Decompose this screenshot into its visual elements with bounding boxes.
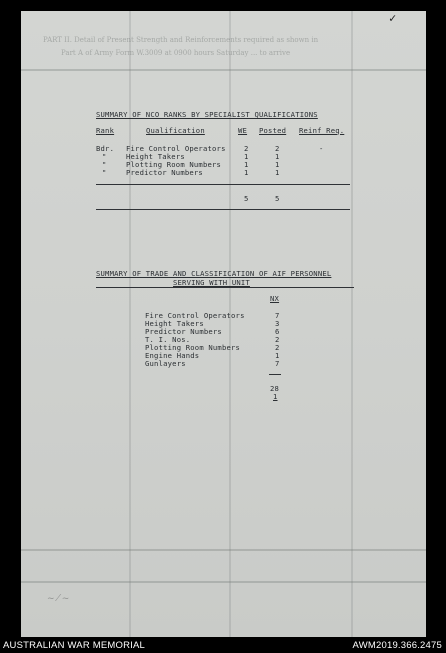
row-posted: 1 [275,168,280,177]
section2-title-line-1: SUMMARY OF TRADE AND CLASSIFICATION OF AIF PERSONNEL [96,269,332,278]
header-qualification: Qualification [146,126,205,135]
row-qualification: Height Takers [126,152,185,161]
trade-count: 7 [275,359,280,368]
row-we: 2 [244,144,249,153]
trade-name: T. I. Nos. [145,335,191,344]
row-posted: 1 [275,152,280,161]
fold-crease [351,11,353,637]
header-we: WE [238,126,248,135]
fold-crease [21,69,426,71]
section2-title-line-2: SERVING WITH UNIT [173,278,250,287]
trade-count: 6 [275,327,280,336]
row-posted: 1 [275,160,280,169]
header-posted: Posted [259,126,287,135]
footer-accession-number: AWM2019.366.2475 [352,640,442,651]
row-posted: 2 [275,144,280,153]
trade-count: 7 [275,311,280,320]
trade-total: 28 [270,384,280,393]
trade-name: Engine Hands [145,351,200,360]
section2-title-rule [96,287,354,288]
total-we: 5 [244,194,249,203]
trade-name: Fire Control Operators [145,311,245,320]
total-rule [269,374,281,375]
fold-crease [21,581,426,583]
fold-crease [21,549,426,551]
column-header-nx: NX [270,294,280,303]
fold-crease [229,11,231,637]
trade-total-mark: 1 [273,392,278,401]
trade-count: 2 [275,343,280,352]
trade-count: 1 [275,351,280,360]
row-rank: " [102,152,107,161]
document-page [21,11,426,637]
row-we: 1 [244,152,249,161]
row-qualification: Plotting Room Numbers [126,160,222,169]
table-rule [96,184,350,185]
table-rule [96,209,350,210]
trade-name: Predictor Numbers [145,327,222,336]
trade-count: 3 [275,319,280,328]
row-qualification: Fire Control Operators [126,144,226,153]
section1-title: SUMMARY OF NCO RANKS BY SPECIALIST QUALIFICATIONS [96,110,318,119]
header-bleed-line-2: Part A of Army Form W.3009 at 0900 hours Saturday ... to arrive [61,49,291,57]
trade-name: Height Takers [145,319,204,328]
row-reinf: - [319,144,324,153]
trade-count: 2 [275,335,280,344]
header-rank: Rank [96,126,115,135]
row-rank: " [102,160,107,169]
row-we: 1 [244,168,249,177]
header-bleed-line-1: PART II. Detail of Present Strength and Reinforcements required as shown in [43,36,319,44]
pencil-annotation: ~ ⁄ ~ [47,594,70,604]
check-mark-icon: ✓ [389,11,397,25]
trade-name: Plotting Room Numbers [145,343,241,352]
row-rank: Bdr. [96,144,115,153]
row-rank: " [102,168,107,177]
total-posted: 5 [275,194,280,203]
row-we: 1 [244,160,249,169]
footer-credit: AUSTRALIAN WAR MEMORIAL [3,640,146,651]
row-qualification: Predictor Numbers [126,168,203,177]
trade-name: Gunlayers [145,359,186,368]
header-reinf: Reinf Req. [299,126,345,135]
fold-crease [129,11,131,637]
